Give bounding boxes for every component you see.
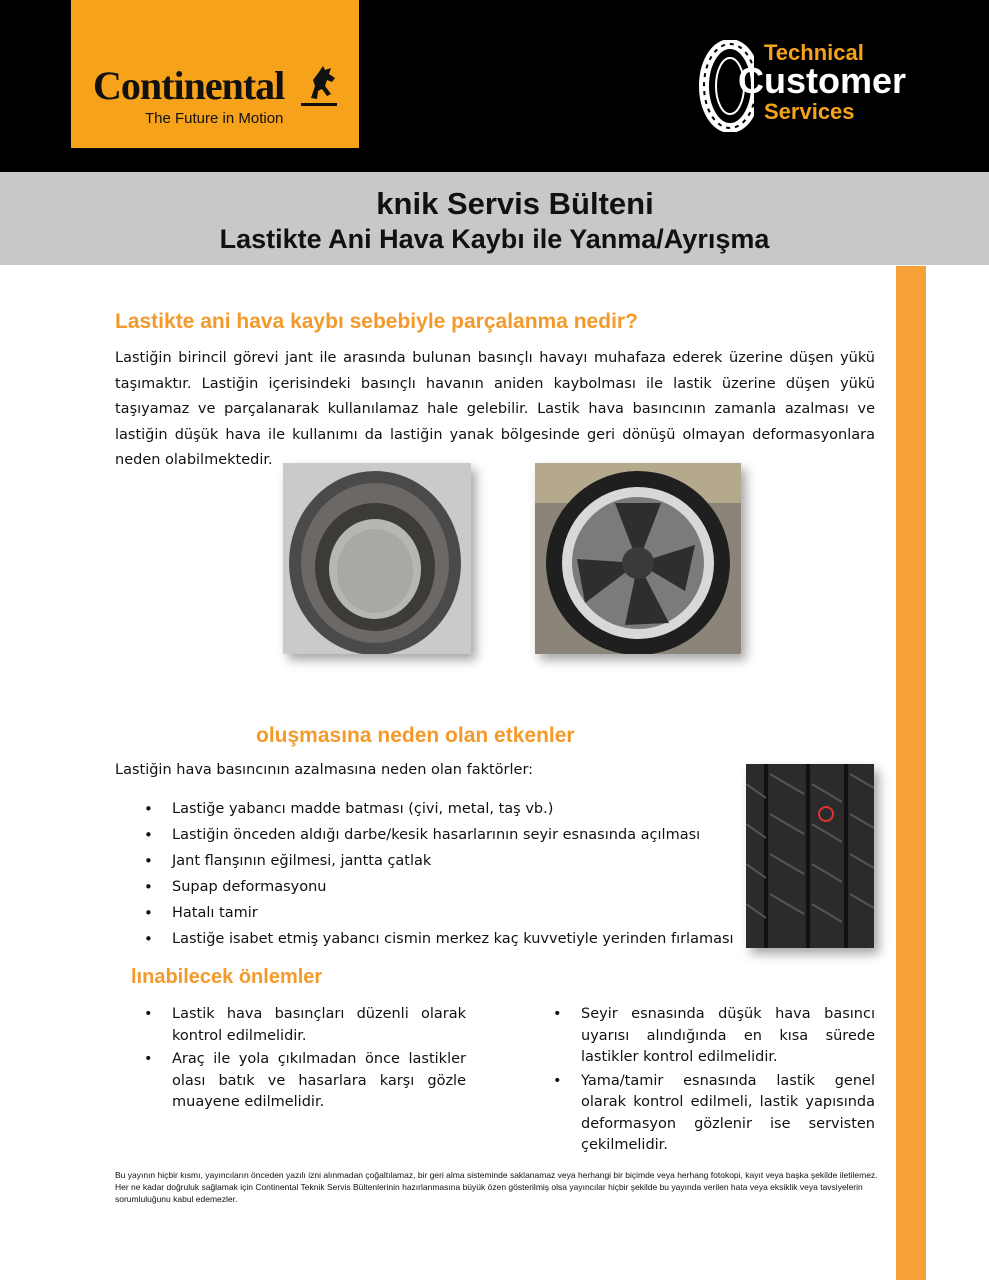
list-item: • Yama/tamir esnasında lastik genel olarak kontrol edilmeli, lastik yapısında deformasyon gözlenir ise servisten çekilmelidir. xyxy=(553,1071,875,1157)
list-item: • Lastiğe yabancı madde batması (çivi, metal, taş vb.) xyxy=(115,796,734,822)
list-item: • Supap deformasyonu xyxy=(115,874,734,900)
bulletin-subtitle: Lastikte Ani Hava Kaybı ile Yanma/Ayrışma xyxy=(219,224,770,254)
measures-right-list xyxy=(553,1004,875,1159)
list-item: • Lastiğin önceden aldığı darbe/kesik hasarlarının seyir esnasında açılması xyxy=(115,822,734,848)
disclaimer-text: Bu yayının hiçbir kısmı, yayıncıların önceden yazılı izni alınmadan çoğaltılamaz, bir geri alma sisteminde saklanamaz veya herhangi bir biçimde veya herhang fotokopi, kayıt veya başka şekilde iletilemez. Her ne kadar doğruluk sağlamak için Continental Teknik Servis Bültenlerinin hazırlanmasına büyük özen gösterilmiş olsa yayıncılar hiçbir şekilde bu yayında verilen hata veya eksiklik veya tavsiyelerin sorumluluğunu kabul edemezler. xyxy=(115,1170,878,1204)
tcs-technical-text: Technical xyxy=(764,40,864,65)
section1-body: Lastiğin birincil görevi jant ile arasında bulunan basınçlı havayı muhafaza ederek üzerine düşen yükü taşımaktır. Lastiğin içerisindeki basınçlı havanın aniden kaybolması ile lastik üzerine düşen yükü taşıyamaz ve parçalanarak kullanılamaz hale gelebilir. Lastik hava basıncının zamanla azalması ve lastiğin düşük hava ile kullanımı da lastiğin yanak bölgesinde geri dönüşü olmayan deformasyonlara neden olabilmektedir. xyxy=(115,350,875,468)
section3-heading: lınabilecek önlemler xyxy=(131,966,323,988)
header-bar xyxy=(0,0,989,172)
tcs-services-text: Services xyxy=(764,99,855,124)
side-accent-stripe xyxy=(896,266,926,1280)
horse-icon xyxy=(305,64,339,102)
list-item: • Jant flanşının eğilmesi, jantta çatlak xyxy=(115,848,734,874)
list-item: • Hatalı tamir xyxy=(115,900,734,926)
section2-intro: Lastiğin hava basıncının azalmasına neden olan faktörler: xyxy=(115,762,534,778)
photo-burst-tire-on-rim xyxy=(535,463,741,654)
logo-wordmark: Continental xyxy=(93,63,285,108)
causes-list xyxy=(115,796,734,952)
continental-logo[interactable] xyxy=(71,0,359,148)
bulletin-title: knik Servis Bülteni xyxy=(376,186,654,221)
list-item: • Lastiğe isabet etmiş yabancı cismin merkez kaç kuvvetiyle yerinden fırlaması xyxy=(115,926,734,952)
photo-damaged-tire xyxy=(283,463,471,654)
photo-tread-puncture xyxy=(746,764,874,948)
logo-underline xyxy=(301,103,337,106)
measures-left-list xyxy=(144,1004,466,1116)
list-item: • Seyir esnasında düşük hava basıncı uyarısı alındığında en kısa sürede lastikler kontrol edilmelidir. xyxy=(553,1004,875,1069)
section1-heading: Lastikte ani hava kaybı sebebiyle parçalanma nedir? xyxy=(115,310,638,333)
title-band xyxy=(0,172,989,265)
list-item: • Lastik hava basınçları düzenli olarak kontrol edilmelidir. xyxy=(144,1004,466,1047)
tcs-customer-text: Customer xyxy=(738,60,907,101)
logo-tagline: The Future in Motion xyxy=(145,110,284,127)
list-item: • Araç ile yola çıkılmadan önce lastikler olası batık ve hasarlara karşı gözle muayene edilmelidir. xyxy=(144,1049,466,1114)
section2-heading: oluşmasına neden olan etkenler xyxy=(256,724,575,747)
